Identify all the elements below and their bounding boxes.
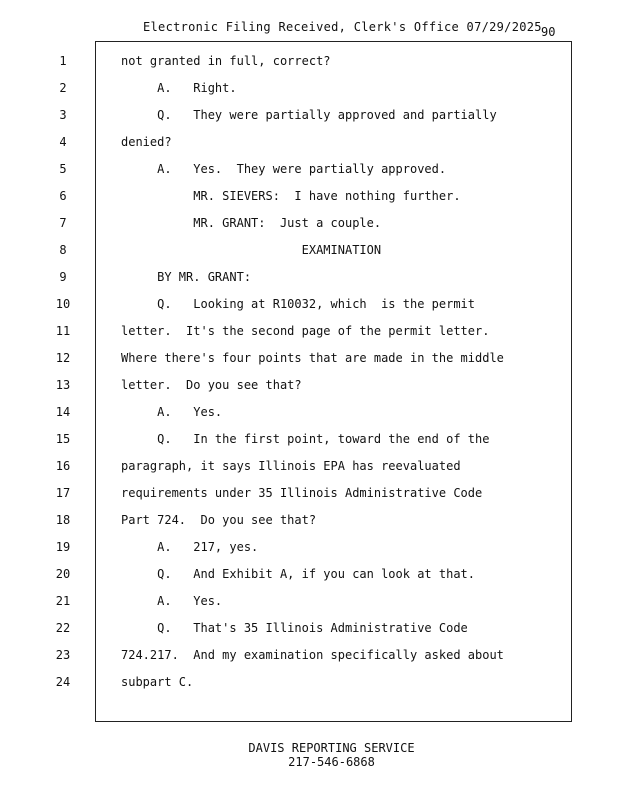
reporting-company: DAVIS REPORTING SERVICE [248, 741, 415, 755]
line-number: 9 [59, 270, 67, 284]
line-number: 10 [55, 297, 71, 311]
line-number: 22 [55, 621, 71, 635]
line-number: 20 [55, 567, 71, 581]
transcript-line: Q. Looking at R10032, which is the permit [121, 297, 476, 311]
transcript-text [121, 53, 504, 701]
line-number: 1 [59, 54, 67, 68]
line-number: 4 [59, 135, 67, 149]
transcript-line: Part 724. Do you see that? [121, 513, 317, 527]
transcript-line: A. 217, yes. [121, 540, 259, 554]
line-number: 24 [55, 675, 71, 689]
filing-stamp: Electronic Filing Received, Clerk's Office 07/29/2025 [143, 20, 542, 34]
line-number: 6 [59, 189, 67, 203]
transcript-line: paragraph, it says Illinois EPA has reevaluated [121, 459, 461, 473]
line-number: 3 [59, 108, 67, 122]
line-number: 14 [55, 405, 71, 419]
transcript-line: Q. They were partially approved and partially [121, 108, 497, 122]
transcript-line: Q. In the first point, toward the end of the [121, 432, 490, 446]
line-number: 18 [55, 513, 71, 527]
line-number: 17 [55, 486, 71, 500]
line-number: 7 [59, 216, 67, 230]
line-number: 13 [55, 378, 71, 392]
line-number: 23 [55, 648, 71, 662]
transcript-line: A. Yes. [121, 594, 223, 608]
transcript-line: 724.217. And my examination specifically asked about [121, 648, 504, 662]
line-number: 8 [59, 243, 67, 257]
transcript-line: MR. SIEVERS: I have nothing further. [121, 189, 461, 203]
page-number: 90 [541, 25, 556, 39]
transcript-line: subpart C. [121, 675, 194, 689]
transcript-line: letter. Do you see that? [121, 378, 302, 392]
transcript-line: Q. And Exhibit A, if you can look at that. [121, 567, 476, 581]
line-number: 16 [55, 459, 71, 473]
footer [0, 741, 618, 769]
line-number: 12 [55, 351, 71, 365]
transcript-line: A. Yes. [121, 405, 223, 419]
line-number: 2 [59, 81, 67, 95]
section-heading: EXAMINATION [121, 243, 382, 257]
transcript-line: Q. That's 35 Illinois Administrative Code [121, 621, 468, 635]
transcript-line: requirements under 35 Illinois Administrative Code [121, 486, 483, 500]
transcript-line: not granted in full, correct? [121, 54, 331, 68]
reporting-phone: 217-546-6868 [288, 755, 375, 769]
transcript-line: A. Yes. They were partially approved. [121, 162, 447, 176]
line-number: 15 [55, 432, 71, 446]
transcript-line: denied? [121, 135, 172, 149]
line-number: 11 [55, 324, 71, 338]
transcript-line: Where there's four points that are made in the middle [121, 351, 504, 365]
line-number-column [48, 53, 78, 701]
transcript-line: BY MR. GRANT: [121, 270, 252, 284]
line-number: 19 [55, 540, 71, 554]
transcript-line: A. Right. [121, 81, 237, 95]
transcript-line: MR. GRANT: Just a couple. [121, 216, 382, 230]
line-number: 5 [59, 162, 67, 176]
line-number: 21 [55, 594, 71, 608]
transcript-line: letter. It's the second page of the permit letter. [121, 324, 490, 338]
